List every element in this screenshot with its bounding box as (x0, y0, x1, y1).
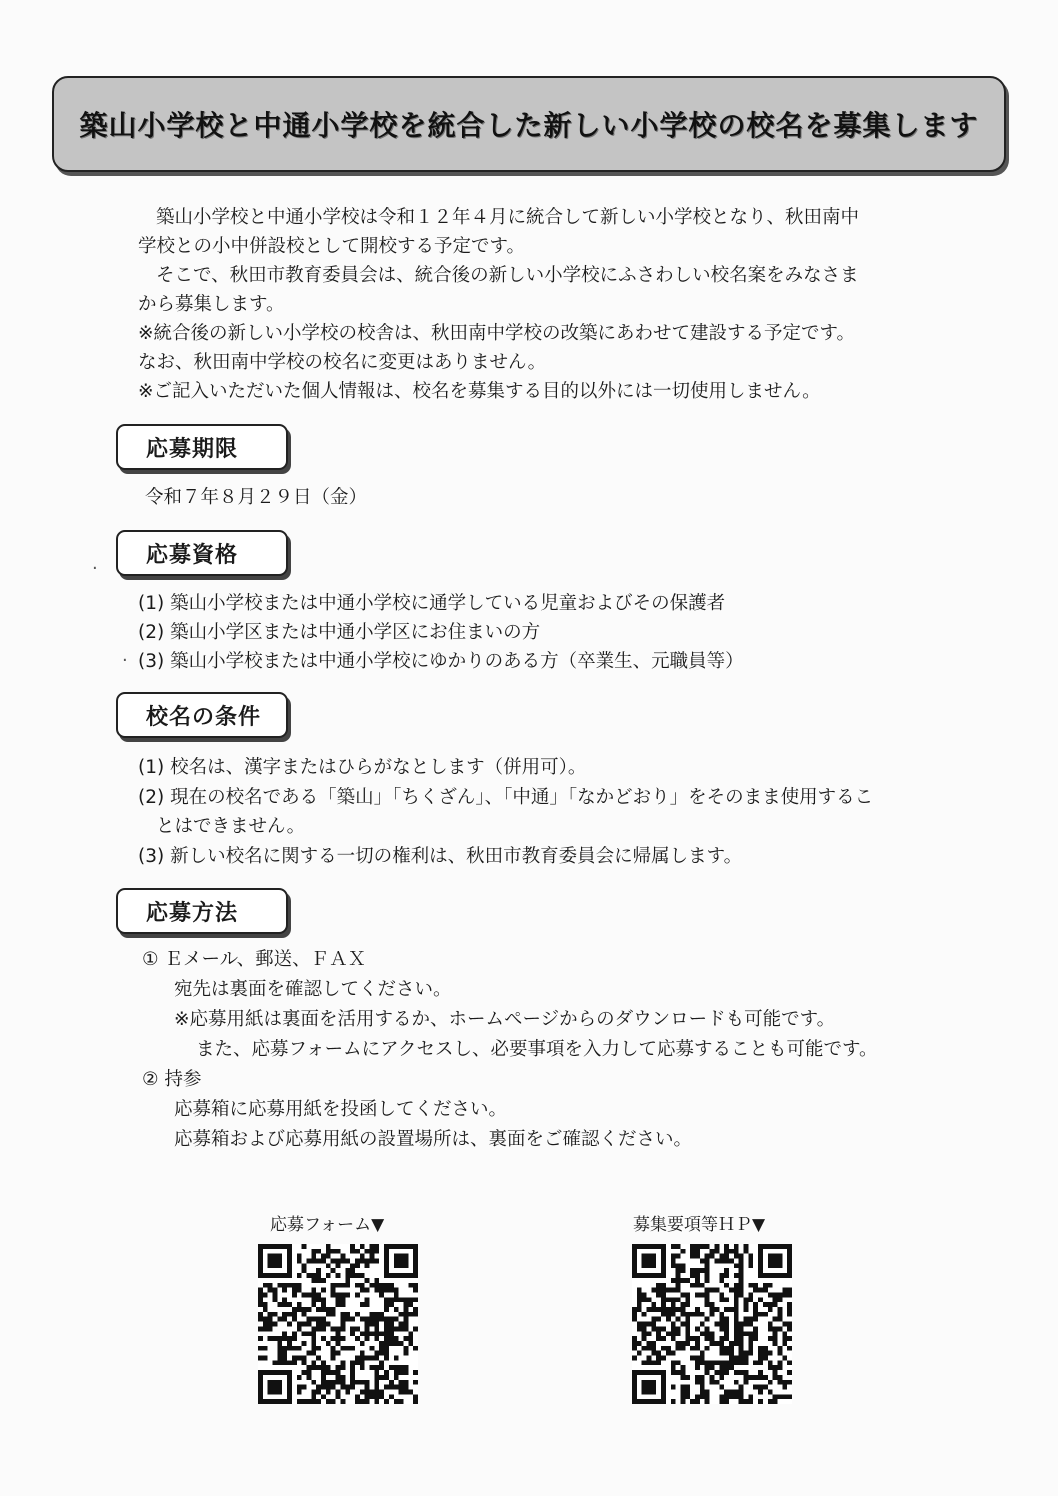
qr-code-icon (258, 1244, 418, 1404)
eligibility-item-1: (1) 築山小学校または中通小学校に通学している児童およびその保護者 (138, 593, 726, 614)
intro-paragraph-2 (138, 261, 968, 319)
condition-item-2: (2) 現在の校名である「築山」「ちくざん」、「中通」「なかどおり」をそのまま使用するこ (138, 787, 874, 808)
method-2-line: 応募箱および応募用紙の設置場所は、裏面をご確認ください。 (174, 1129, 693, 1150)
scan-mark: · (122, 650, 128, 671)
hp-qr-code[interactable] (632, 1244, 792, 1404)
method-heading: 応募方法 (116, 888, 288, 934)
method-2-title: ② 持参 (142, 1069, 202, 1090)
hp-qr-caption: 募集要項等ＨＰ▼ (633, 1215, 766, 1235)
note-line: ※ご記入いただいた個人情報は、校名を募集する目的以外には一切使用しません。 (138, 381, 821, 402)
condition-item-3: (3) 新しい校名に関する一切の権利は、秋田市教育委員会に帰属します。 (138, 846, 743, 867)
intro-line: そこで、秋田市教育委員会は、統合後の新しい小学校にふさわしい校名案をみなさま (156, 265, 859, 286)
method-2-line: 応募箱に応募用紙を投函してください。 (174, 1099, 508, 1120)
condition-item-1: (1) 校名は、漢字またはひらがなとします（併用可）。 (138, 757, 587, 778)
conditions-heading: 校名の条件 (116, 692, 288, 738)
form-qr-code[interactable] (258, 1244, 418, 1404)
note-line: なお、秋田南中学校の校名に変更はありません。 (138, 352, 547, 373)
note-line: ※統合後の新しい小学校の校舎は、秋田南中学校の改築にあわせて建設する予定です。 (138, 323, 856, 344)
eligibility-item-3: (3) 築山小学校または中通小学校にゆかりのある方（卒業生、元職員等） (138, 651, 744, 672)
method-1-line: また、応募フォームにアクセスし、必要事項を入力して応募することも可能です。 (196, 1039, 878, 1060)
method-1-title: ① Ｅメール、郵送、ＦＡＸ (142, 949, 367, 970)
title-banner (52, 76, 1006, 172)
intro-line: 築山小学校と中通小学校は令和１２年４月に統合して新しい小学校となり、秋田南中 (156, 207, 860, 228)
eligibility-item-2: (2) 築山小学区または中通小学区にお住まいの方 (138, 622, 541, 643)
condition-item-2-cont: とはできません。 (156, 816, 306, 837)
method-1-line: ※応募用紙は裏面を活用するか、ホームページからのダウンロードも可能です。 (174, 1009, 836, 1030)
intro-line: から募集します。 (138, 294, 285, 315)
intro-notes (138, 319, 968, 406)
method-1-line: 宛先は裏面を確認してください。 (174, 979, 452, 1000)
scan-mark: · (92, 558, 98, 579)
form-qr-caption: 応募フォーム▼ (270, 1215, 385, 1235)
page-title: 築山小学校と中通小学校を統合した新しい小学校の校名を募集します (79, 109, 979, 142)
deadline-heading: 応募期限 (116, 424, 288, 470)
eligibility-heading: 応募資格 (116, 530, 288, 576)
qr-code-icon (632, 1244, 792, 1404)
intro-paragraph-1 (138, 203, 968, 261)
intro-line: 学校との小中併設校として開校する予定です。 (138, 236, 526, 257)
deadline-date: 令和７年８月２９日（金） (145, 487, 368, 508)
